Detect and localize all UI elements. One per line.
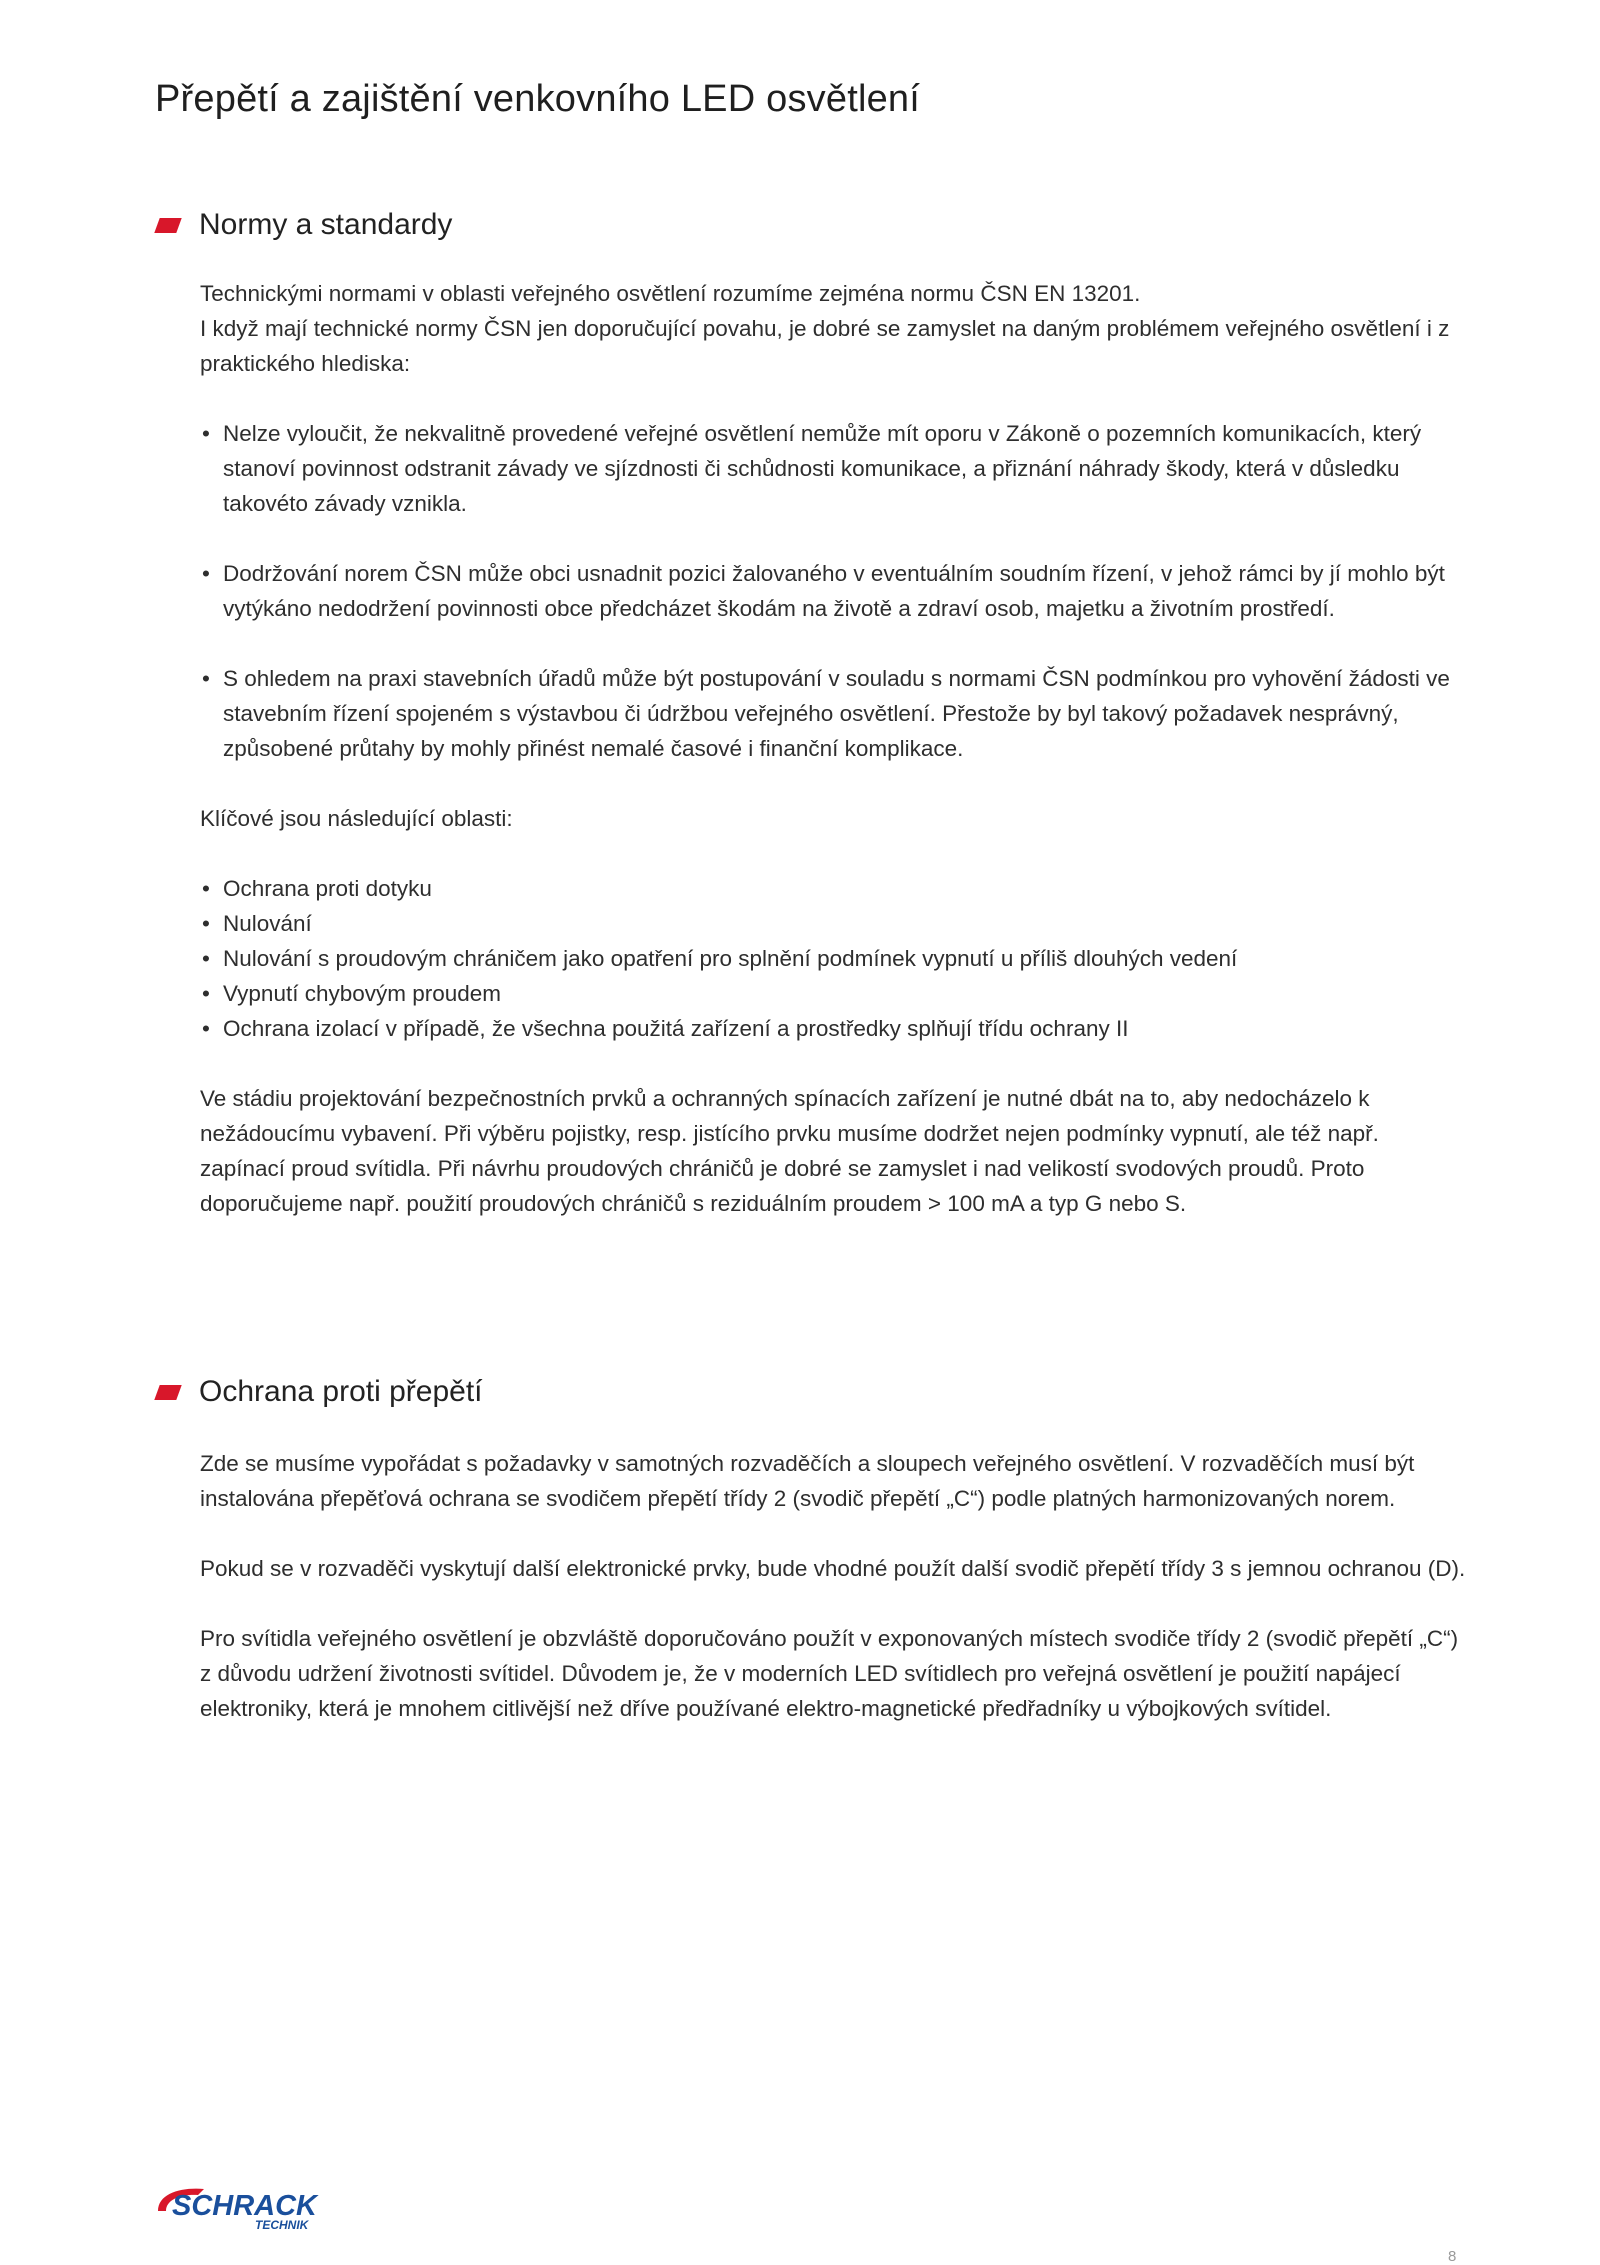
section-marker-icon: [154, 1385, 181, 1400]
list-item: • Nulování: [200, 906, 1470, 941]
list-item: • Vypnutí chybovým proudem: [200, 976, 1470, 1011]
section-body-surge: [200, 1446, 1470, 1726]
section-heading-label: Ochrana proti přepětí: [199, 1375, 483, 1408]
logo-primary: SCHRACK: [172, 2190, 317, 2222]
paragraph: Klíčové jsou následující oblasti:: [200, 806, 513, 831]
page-title: Přepětí a zajištění venkovního LED osvětlení: [155, 78, 921, 120]
page-number: 8: [1448, 2248, 1457, 2265]
key-areas-list: [200, 871, 1470, 1046]
logo-secondary: TECHNIK: [255, 2218, 309, 2232]
paragraph: Technickými normami v oblasti veřejného osvětlení rozumíme zejména normu ČSN EN 13201.: [200, 281, 1141, 306]
paragraph: I když mají technické normy ČSN jen doporučující povahu, je dobré se zamyslet na daným problémem veřejného osvětlení i z praktického hlediska:: [200, 316, 1450, 376]
list-item: • Nelze vyloučit, že nekvalitně provedené veřejné osvětlení nemůže mít oporu v Zákoně o pozemních komunikacích, který stanoví povinnost odstranit závady ve sjízdnosti či schůdnosti komunikace, a přiznání náhrady škody, která v důsledku takovéto závady vznikla.: [200, 416, 1470, 521]
list-item: • S ohledem na praxi stavebních úřadů může být postupování v souladu s normami ČSN podmínkou pro vyhovění žádosti ve stavebním řízení spojeném s výstavbou či údržbou veřejného osvětlení. Přestože by byl takový požadavek nesprávný, způsobené průtahy by mohly přinést nemalé časové i finanční komplikace.: [200, 661, 1470, 766]
paragraph: Pokud se v rozvaděči vyskytují další elektronické prvky, bude vhodné použít další svodič přepětí třídy 3 s jemnou ochranou (D).: [200, 1556, 1466, 1581]
paragraph: Zde se musíme vypořádat s požadavky v samotných rozvaděčích a sloupech veřejného osvětlení. V rozvaděčích musí být instalována přepěťová ochrana se svodičem přepětí třídy 2 (svodič přepětí „C“) podle platných harmonizovaných norem.: [200, 1451, 1415, 1511]
list-item: • Ochrana izolací v případě, že všechna použitá zařízení a prostředky splňují třídu ochrany II: [200, 1011, 1470, 1046]
schrack-logo: [152, 2183, 362, 2235]
bullet-list: [200, 416, 1470, 766]
section-heading-norms: [155, 208, 452, 242]
section-body-norms: [200, 276, 1470, 1221]
schrack-logo-icon: [152, 2183, 362, 2235]
paragraph: Pro svítidla veřejného osvětlení je obzvláště doporučováno použít v exponovaných místech svodiče třídy 2 (svodič přepětí „C“) z důvodu udržení životnosti svítidel. Důvodem je, že v moderních LED svítidlech pro veřejná osvětlení je použití napájecí elektroniky, která je mnohem citlivější než dříve používané elektro-magnetické předřadníky u výbojkových svítidel.: [200, 1626, 1459, 1721]
section-heading-label: Normy a standardy: [199, 208, 453, 241]
list-item: • Ochrana proti dotyku: [200, 871, 1470, 906]
section-heading-surge: [155, 1375, 483, 1409]
list-item: • Dodržování norem ČSN může obci usnadnit pozici žalovaného v eventuálním soudním řízení, v jehož rámci by jí mohlo být vytýkáno nedodržení povinnosti obce předcházet škodám na životě a zdraví osob, majetku a životním prostředí.: [200, 556, 1470, 626]
paragraph: Ve stádiu projektování bezpečnostních prvků a ochranných spínacích zařízení je nutné dbát na to, aby nedocházelo k nežádoucímu vybavení. Při výběru pojistky, resp. jistícího prvku musíme dodržet nejen podmínky vypnutí, ale též např. zapínací proud svítidla. Při návrhu proudových chráničů je dobré se zamyslet i nad velikostí svodových proudů. Proto doporučujeme např. použití proudových chráničů s reziduálním proudem > 100 mA a typ G nebo S.: [200, 1086, 1379, 1216]
section-marker-icon: [154, 218, 181, 233]
list-item: • Nulování s proudovým chráničem jako opatření pro splnění podmínek vypnutí u příliš dlouhých vedení: [200, 941, 1470, 976]
